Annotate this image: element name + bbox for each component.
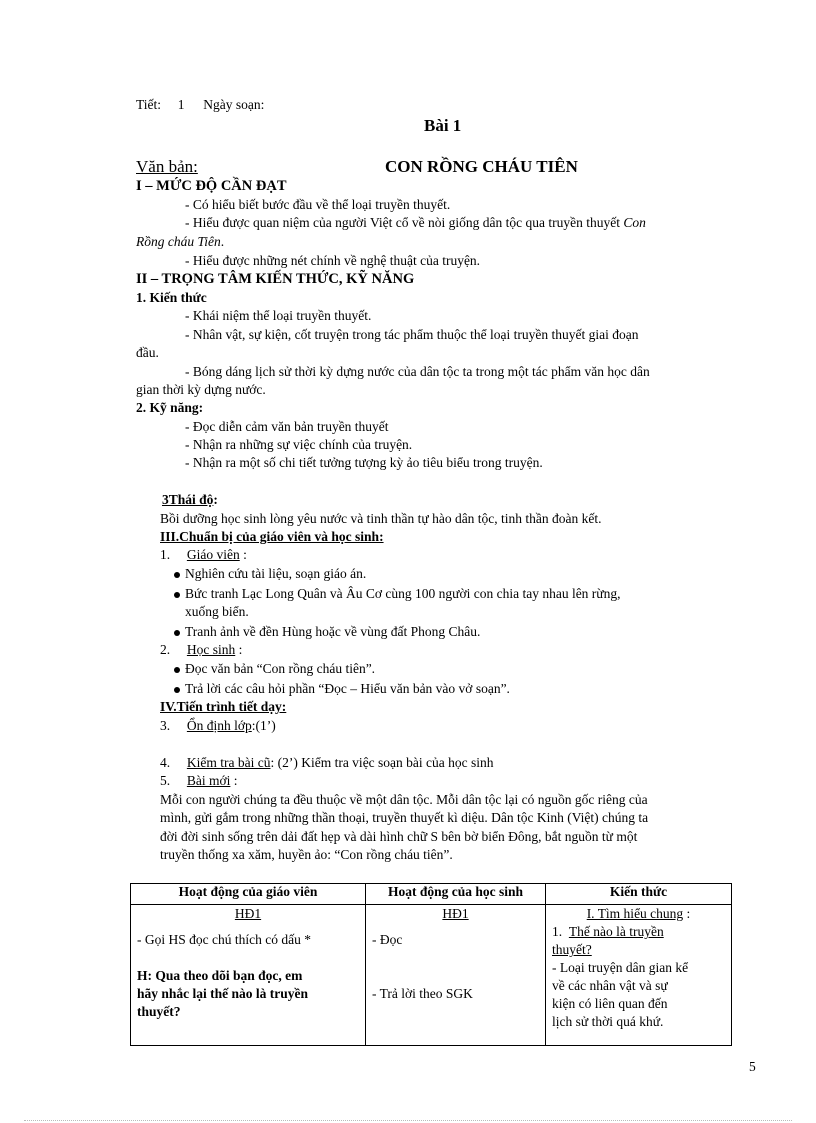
kien-thuc-1: - Khái niệm thể loại truyền thuyết. (185, 308, 372, 323)
table-header-row (131, 884, 732, 905)
kiem-tra-num: 4. (160, 755, 171, 770)
kiem-tra-bai-cu (160, 755, 494, 771)
text-title: CON RỒNG CHÁU TIÊN (385, 157, 578, 176)
gv-item-1: Nghiên cứu tài liệu, soạn giáo án. (185, 566, 367, 581)
on-dinh-label: Ổn định lớp (186, 718, 252, 733)
bullet-icon (174, 687, 180, 693)
bullet-icon (174, 667, 180, 673)
section1-line3: - Hiểu được những nét chính về nghệ thuật của truyện. (185, 253, 481, 268)
hoc-sinh-label: Học sinh (186, 642, 236, 657)
hs-row2: - Trả lời theo SGK (372, 986, 473, 1001)
bai-moi-label: Bài mới (186, 773, 231, 788)
table-header-hs: Hoạt động của học sinh (366, 884, 546, 905)
tien-trinh-heading: IV.Tiến trình tiết dạy: (160, 699, 287, 714)
giao-vien-heading (160, 547, 247, 563)
gv-question-2: hãy nhắc lại thế nào là truyền (137, 986, 309, 1001)
section1-line2-italic-cont: Rồng cháu Tiên (136, 234, 221, 249)
kt-answer-2: về các nhân vật và sự (552, 978, 668, 993)
tiet-label: Tiết: (136, 97, 162, 112)
bullet-icon (174, 630, 180, 636)
thai-do-label: 3Thái độ (162, 492, 214, 507)
hs-cell (366, 905, 546, 1046)
hoc-sinh-heading (160, 642, 242, 658)
section1-line2-cont (136, 234, 224, 250)
section1-line1: - Có hiểu biết bước đầu về thể loại truyền thuyết. (185, 197, 451, 212)
bai-moi (160, 773, 238, 789)
thai-do-text: Bồi dưỡng học sinh lòng yêu nước và tinh thần tự hào dân tộc, tinh thần đoàn kết. (160, 511, 602, 526)
kt-title-colon: : (683, 906, 691, 921)
section2-heading: II – TRỌNG TÂM KIẾN THỨC, KỸ NĂNG (136, 271, 415, 287)
intro-line-2: mình, gửi gắm trong những thần thoại, truyền thuyết kì diệu. Dân tộc Kinh (Việt) chúng ta (160, 810, 649, 825)
giao-vien-label: Giáo viên (186, 547, 240, 562)
on-dinh-num: 3. (160, 718, 171, 733)
table-header-gv: Hoạt động của giáo viên (131, 884, 366, 905)
section1-line2-end: . (220, 234, 225, 249)
thai-do-heading (162, 492, 218, 508)
hd1-gv: HĐ1 (234, 906, 262, 921)
ky-nang-heading: 2. Kỹ năng: (136, 400, 204, 415)
bullet-icon (174, 572, 180, 578)
kien-thuc-3: - Bóng dáng lịch sử thời kỳ dựng nước của dân tộc ta trong một tác phẩm văn học dân (185, 364, 650, 379)
section1-line2 (185, 215, 745, 231)
gv-cell (131, 905, 366, 1046)
gv-question-1: H: Qua theo dõi bạn đọc, em (137, 968, 303, 983)
kt-question-1 (552, 923, 725, 941)
tiet-value: 1 (177, 97, 185, 112)
section1-heading: I – MỨC ĐỘ CẦN ĐẠT (136, 178, 287, 194)
lesson-title: Bài 1 (424, 116, 462, 135)
page-number: 5 (749, 1059, 756, 1074)
hs-item-2: Trả lời các câu hỏi phần “Đọc – Hiểu văn bản vào vở soạn”. (185, 681, 510, 696)
lesson-table (130, 883, 732, 1046)
prep-heading: III.Chuẩn bị của giáo viên và học sinh: (160, 529, 384, 544)
kt-answer-1: - Loại truyện dân gian kể (552, 960, 689, 975)
hoc-sinh-colon: : (235, 642, 243, 657)
table-row (131, 905, 732, 1046)
kien-thuc-heading: 1. Kiến thức (136, 290, 207, 305)
ky-nang-3: - Nhận ra một số chi tiết tưởng tượng kỳ ảo tiêu biểu trong truyện. (185, 455, 543, 470)
kt-answer-3: kiện có liên quan đến (552, 996, 668, 1011)
hs-row1: - Đọc (372, 932, 403, 947)
gv-question-3: thuyết? (137, 1004, 181, 1019)
kt-cell (546, 905, 732, 1046)
intro-line-3: đời đời sinh sống trên dải đất hẹp và dài hình chữ S bên bờ biển Đông, bắt nguồn từ một (160, 829, 638, 844)
section1-line2-text: - Hiểu được quan niệm của người Việt cổ về nòi giống dân tộc qua truyền thuyết (185, 215, 620, 230)
ky-nang-1: - Đọc diễn cảm văn bản truyền thuyết (185, 419, 389, 434)
page-bottom-divider (24, 1120, 792, 1121)
thai-do-colon: : (213, 492, 218, 507)
giao-vien-num: 1. (160, 547, 171, 562)
kien-thuc-3-cont: gian thời kỳ dựng nước. (136, 382, 266, 397)
lesson-header (136, 97, 264, 113)
intro-line-1: Mỗi con người chúng ta đều thuộc về một dân tộc. Mỗi dân tộc lại có nguồn gốc riêng của (160, 792, 648, 807)
bai-moi-rest: : (230, 773, 238, 788)
kt-q-num: 1. (552, 924, 563, 939)
ngay-soan-label: Ngày soạn: (203, 97, 265, 112)
hd1-hs: HĐ1 (442, 906, 469, 921)
kiem-tra-label: Kiểm tra bài cũ (186, 755, 271, 770)
hs-item-1: Đọc văn bản “Con rồng cháu tiên”. (185, 661, 376, 676)
hoc-sinh-num: 2. (160, 642, 171, 657)
gv-item-2-cont: xuống biển. (185, 604, 249, 619)
van-ban-label: Văn bản: (136, 157, 198, 176)
bai-moi-num: 5. (160, 773, 171, 788)
kien-thuc-2: - Nhân vật, sự kiện, cốt truyện trong tác phẩm thuộc thể loại truyền thuyết giai đoạn (185, 327, 639, 342)
kt-question-2: thuyết? (552, 942, 592, 957)
on-dinh-rest: :(1’) (251, 718, 276, 733)
kt-title-text: I. Tìm hiểu chung (586, 906, 684, 921)
kiem-tra-rest: : (2’) Kiểm tra việc soạn bài của học sinh (270, 755, 494, 770)
gv-item-2: Bức tranh Lạc Long Quân và Âu Cơ cùng 100 người con chia tay nhau lên rừng, (185, 586, 621, 601)
gv-row1: - Gọi HS đọc chú thích có dấu * (137, 932, 311, 947)
table-header-kt: Kiến thức (546, 884, 732, 905)
kt-answer-4: lịch sử thời quá khứ. (552, 1014, 664, 1029)
kt-q-text: Thế nào là truyền (568, 924, 664, 939)
ky-nang-2: - Nhận ra những sự việc chính của truyện. (185, 437, 413, 452)
kien-thuc-2-cont: đầu. (136, 345, 159, 360)
kt-title (552, 905, 725, 923)
section1-line2-italic: Con (623, 215, 646, 230)
bullet-icon (174, 592, 180, 598)
intro-line-4: truyền thống xa xăm, huyền ảo: “Con rồng cháu tiên”. (160, 847, 453, 862)
gv-item-3: Tranh ảnh về đền Hùng hoặc về vùng đất Phong Châu. (185, 624, 481, 639)
giao-vien-colon: : (239, 547, 247, 562)
on-dinh-lop (160, 718, 276, 734)
